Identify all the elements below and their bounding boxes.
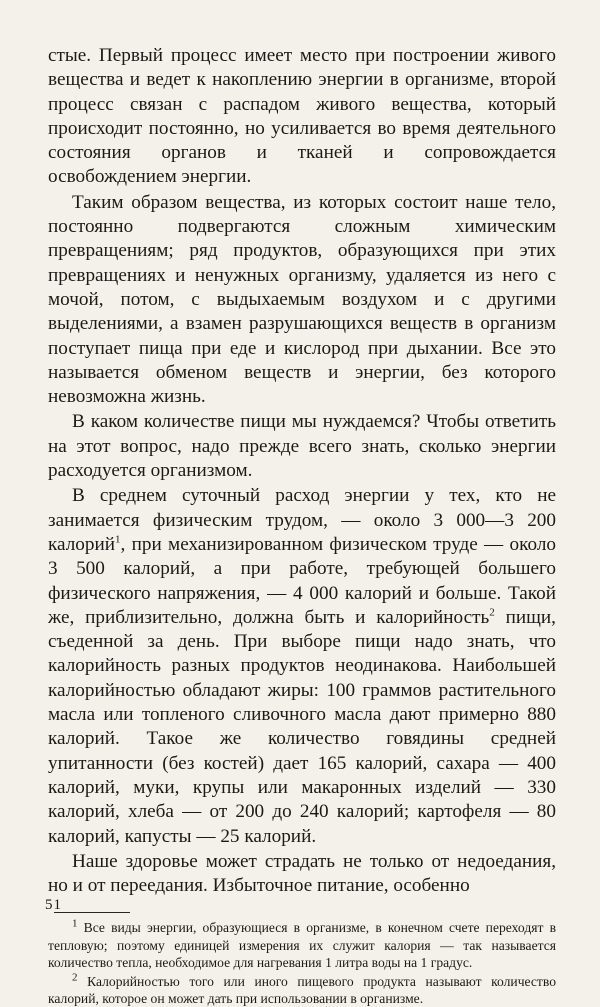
footnote-ref-2: 2 — [489, 606, 495, 619]
footnote-2-mark: 2 — [72, 971, 78, 984]
paragraph-5: Наше здоровье может страдать не только от недоедания, но и от переедания. Избыточное питание, особенно — [48, 850, 556, 897]
paragraph-3: В каком количестве пищи мы нуждаемся? Чтобы ответить на этот вопрос, надо прежде всего знать, сколько энергии расходуется организмом. — [48, 411, 556, 482]
paragraph-4 — [48, 484, 556, 848]
footnote-divider — [54, 912, 130, 913]
footnote-2-text: Калорийностью того или иного пищевого продукта называют количество калорий, которое он может дать при использовании в организме. — [48, 973, 556, 1007]
paragraph-4-part-2: , при механизированном физическом труде — около 3 500 калорий, а при работе, требующей большего физического напряжения, — 4 000 калорий и больше. Такой же, приблизительно, должна быть и калорийность — [48, 533, 556, 628]
footnote-ref-1: 1 — [115, 533, 121, 546]
paragraph-2: Таким образом вещества, из которых состоит наше тело, постоянно подвергаются сложным химическим превращениям; ряд продуктов, образующихся при этих превращениях и ненужных организму, удаляется из него с мочой, потом, с выдыхаемым воздухом и с другими выделениями, а взамен разрушающихся веществ в организм поступает пища при еде и кислород при дыхании. Все это называется обменом веществ и энергии, без которого невозможна жизнь. — [48, 191, 556, 408]
page-content — [48, 44, 556, 1007]
footnote-1 — [48, 919, 556, 971]
footnote-1-text: Все виды энергии, образующиеся в организме, в конечном счете переходят в тепловую; поэтому единицей измерения их служит калория — так называется количество тепла, необходимое для нагревания 1 литра воды на 1 градус. — [48, 920, 556, 971]
paragraph-4-part-1: В среднем суточный расход энергии у тех, кто не занимается физическим трудом, — около 3 000—3 200 калорий — [48, 485, 556, 555]
footnote-1-mark: 1 — [72, 917, 78, 930]
paragraph-1: стые. Первый процесс имеет место при построении живого вещества и ведет к накоплению энергии в организме, второй процесс связан с распадом живого вещества, который происходит постоянно, но усиливается во время деятельного состояния органов и тканей и сопровождается освобождением энергии. — [48, 45, 556, 188]
footnote-2 — [48, 973, 556, 1007]
paragraph-4-part-3: пищи, съеденной за день. При выборе пищи надо знать, что калорийность разных продуктов неодинакова. Наибольшей калорийностью обладают жиры: 100 граммов растительного масла или топленого сливочного масла дают примерно 880 калорий. Такое же количество говядины средней упитанности (без костей) дает 165 калорий, сахара — 400 калорий, муки, крупы или макаронных изделий — 330 калорий, хлеба — от 200 до 240 калорий; картофеля — 80 калорий, капусты — 25 калорий. — [48, 606, 556, 847]
page-number: 51 — [45, 897, 62, 913]
